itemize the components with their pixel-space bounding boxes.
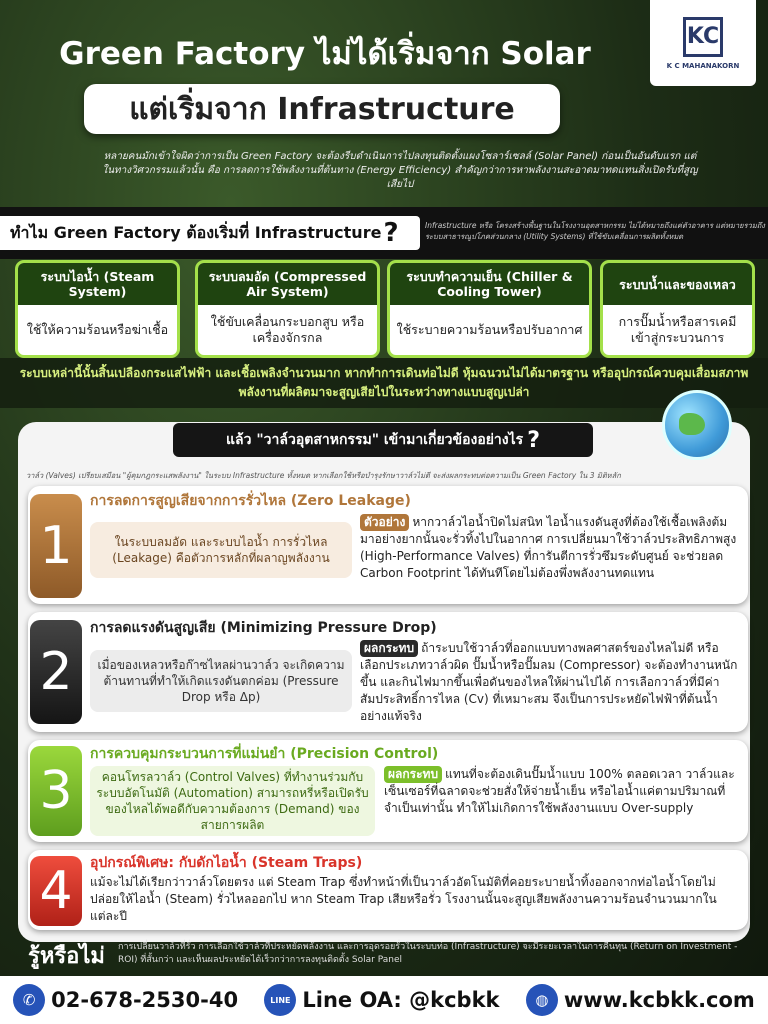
line-contact[interactable] [264,984,499,1016]
card-number: 4 [30,856,82,926]
brand-logo[interactable] [650,0,756,86]
system-card-head: ระบบไอน้ำ (Steam System) [18,263,177,305]
card-right-text: แม้จะไม่ได้เรียกว่าวาล์วโดยตรง แต่ Steam Trap ซึ่งทำหน้าที่เป็นวาล์วอัตโนมัติที่คอยระบายน้ำทิ้งออกจากท่อไอน้ำโดยไม่ปล่อยให้ไอน้ำ (Steam) รั่วไหลออกไป หาก Steam Trap เสียหรือรั่ว โรงงานนั้นจะสูญเสียพลังงานความร้อนจำนวนมากในแต่ละปี [90,875,717,923]
card-right-text [360,640,740,725]
phone-icon: ✆ [13,984,45,1016]
system-card-head: ระบบน้ำและของเหลว [603,263,752,305]
intro-text: หลายคนมักเข้าใจผิดว่าการเป็น Green Factory จะต้องรีบดำเนินการไปลงทุนติดตั้งแผงโซลาร์เซลล์ (Solar Panel) ก่อนเป็นอันดับแรก แต่ในทางวิศวกรรมแล้วนั้น คือ การลดการใช้พลังงานที่ต้นทาง (Energy Efficiency) สำคัญกว่าการหาพลังงานสะอาดมาทดแทนสิ่งเปิดรับที่สูญเสียไป [102,151,698,190]
system-card-body: ใช้ขับเคลื่อนกระบอกสูบ หรือเครื่องจักรกล [210,314,365,345]
card-left-text: เมื่อของเหลวหรือก๊าซไหลผ่านวาล์ว จะเกิดความต้านทานที่ทำให้เกิดแรงดันตกค่อม (Pressure Drop หรือ Δp) [90,650,352,712]
logo-mark-icon: KC [683,17,723,57]
system-card-body: ใช้ระบายความร้อนหรือปรับอากาศ [396,322,583,337]
system-card-steam [15,260,180,358]
main-title: Green Factory ไม่ได้เริ่มจาก Solar [59,36,591,72]
contact-footer [0,976,768,1024]
line-id: Line OA: @kcbkk [302,988,500,1012]
why-title: ทำไม Green Factory ต้องเริ่มที่ Infrastructure [10,222,382,242]
system-card-compressed-air [195,260,380,358]
sub-title: แต่เริ่มจาก Infrastructure [84,84,560,134]
card-number: 1 [30,494,82,598]
valve-note: วาล์ว (Valves) เปรียบเสมือน "ผู้คุมกฎกระแสพลังงาน" ในระบบ Infrastructure ทั้งหมด หากเลือกใช้หรือบำรุงรักษาวาล์วไม่ดี จะส่งผลกระทบต่อความเป็น Green Factory ใน 3 มิติหลัก [26,471,621,480]
card-right-text [360,514,740,582]
impact-tag: ผลกระทบ [384,766,442,783]
valve-title-box [173,423,593,457]
website-url: www.kcbkk.com [563,988,755,1012]
earth-globe-icon [662,390,732,460]
line-icon: LINE [264,984,296,1016]
example-tag: ตัวอย่าง [360,514,409,531]
system-card-chiller [387,260,592,358]
card-left-text: คอนโทรลวาล์ว (Control Valves) ที่ทำงานร่วมกับระบบอัตโนมัติ (Automation) สามารถหรี่หรือเปิดรับของไหลได้พอดีกับความต้องการ (Demand) ของสายการผลิต [90,766,375,836]
did-you-know-title: รู้หรือไม่ [28,944,105,969]
question-mark-icon: ? [383,218,399,248]
card-title: การควบคุมกระบวนการที่แม่นยำ (Precision Control) [90,746,439,762]
system-card-body: ใช้ให้ความร้อนหรือฆ่าเชื้อ [26,322,169,337]
valve-title: แล้ว "วาล์วอุตสาหกรรม" เข้ามาเกี่ยวข้องอย่างไร [226,432,524,448]
card-left-text: ในระบบลมอัด และระบบไอน้ำ การรั่วไหล (Leakage) คือตัวการหลักที่ผลาญพลังงาน [90,522,352,578]
question-mark-icon: ? [527,427,540,453]
why-note: Infrastructure หรือ โครงสร้างพื้นฐานในโรงงานอุตสาหกรรม ไม่ได้หมายถึงแค่ตัวอาคาร แต่หมายรวมถึง ระบบสาธารณูปโภคส่วนกลาง (Utility Systems) ที่ใช้ขับเคลื่อนการผลิตทั้งหมด [425,221,765,241]
card-title: อุปกรณ์พิเศษ: กับดักไอน้ำ (Steam Traps) [90,855,363,871]
systems-summary: ระบบเหล่านี้นั้นสิ้นเปลืองกระแสไฟฟ้า และเชื้อเพลิงจำนวนมาก หากทำการเดินท่อไม่ดี หุ้มฉนวนไม่ได้มาตรฐาน หรืออุปกรณ์ควบคุมเสื่อมสภาพพลังงานที่ผลิตมาจะสูญเสียไปในระหว่างทางแบบสูญเปล่า [0,358,768,408]
card-right-text [384,766,740,817]
card-title: การลดแรงดันสูญเสีย (Minimizing Pressure Drop) [90,620,437,636]
card-right-body: แทนที่จะต้องเดินปั๊มน้ำแบบ 100% ตลอดเวลา วาล์วและเซ็นเซอร์ที่ฉลาดจะช่วยสั่งให้จ่ายน้ำเย็น หรือไอน้ำแค่ตามปริมาณที่จำเป็นเท่านั้น ทำให้ไม่เกิดการใช้พลังงานแบบ Over-supply [384,767,735,815]
website-contact[interactable] [526,984,755,1016]
card-right-body: หากวาล์วไอน้ำปิดไม่สนิท ไอน้ำแรงดันสูงที่ต้องใช้เชื้อเพลิงต้มมาอย่างยากนั้นจะรั่วทิ้งไปในอากาศ การเปลี่ยนมาใช้วาล์วประสิทธิภาพสูง (High-Performance Valves) ที่การันตีการรั่วซึมระดับศูนย์ จะช่วยลด Carbon Footprint ได้ทันทีโดยไม่ต้องพึ่งพลังงานทดแทน [360,515,737,580]
card-right-body: ถ้าระบบใช้วาล์วที่ออกแบบทางพลศาสตร์ของไหลไม่ดี หรือเลือกประเภทวาล์วผิด ปั๊มน้ำหรือปั๊มลม (Compressor) จะต้องทำงานหนักขึ้น และกินไฟมากขึ้นเพื่อดันของไหลให้ผ่านไปได้ การเลือกวาล์วที่มีค่าสัมประสิทธิ์การไหล (Cv) ที่เหมาะสม จึงเป็นการประหยัดไฟฟ้าที่ต้นน้ำอย่างแท้จริง [360,641,738,723]
card-title: การลดการสูญเสียจากการรั่วไหล (Zero Leakage) [90,493,411,509]
system-card-body: การปั๊มน้ำหรือสารเคมี เข้าสู่กระบวนการ [618,314,737,345]
card-number: 3 [30,746,82,836]
phone-number: 02-678-2530-40 [51,988,239,1012]
did-you-know-text: การเปลี่ยนวาล์วที่รั่ว การเลือกใช้วาล์วที่ประหยัดพลังงาน และการอุดรอยรั่วในระบบท่อ (Infrastructure) จะมีระยะเวลาในการคืนทุน (Return on Investment - ROI) ที่สั้นกว่า และเห็นผลประหยัดได้เร็วกว่าการลงทุนติดตั้ง Solar Panel [118,942,738,965]
system-card-head: ระบบลมอัด (Compressed Air System) [198,263,377,305]
system-card-water [600,260,755,358]
logo-text: K C MAHANAKORN [666,61,740,70]
impact-tag: ผลกระทบ [360,640,418,657]
phone-contact[interactable] [13,984,238,1016]
system-card-head: ระบบทำความเย็น (Chiller & Cooling Tower) [390,263,589,305]
globe-icon: ◍ [526,984,558,1016]
card-number: 2 [30,620,82,724]
why-title-box [0,216,420,250]
